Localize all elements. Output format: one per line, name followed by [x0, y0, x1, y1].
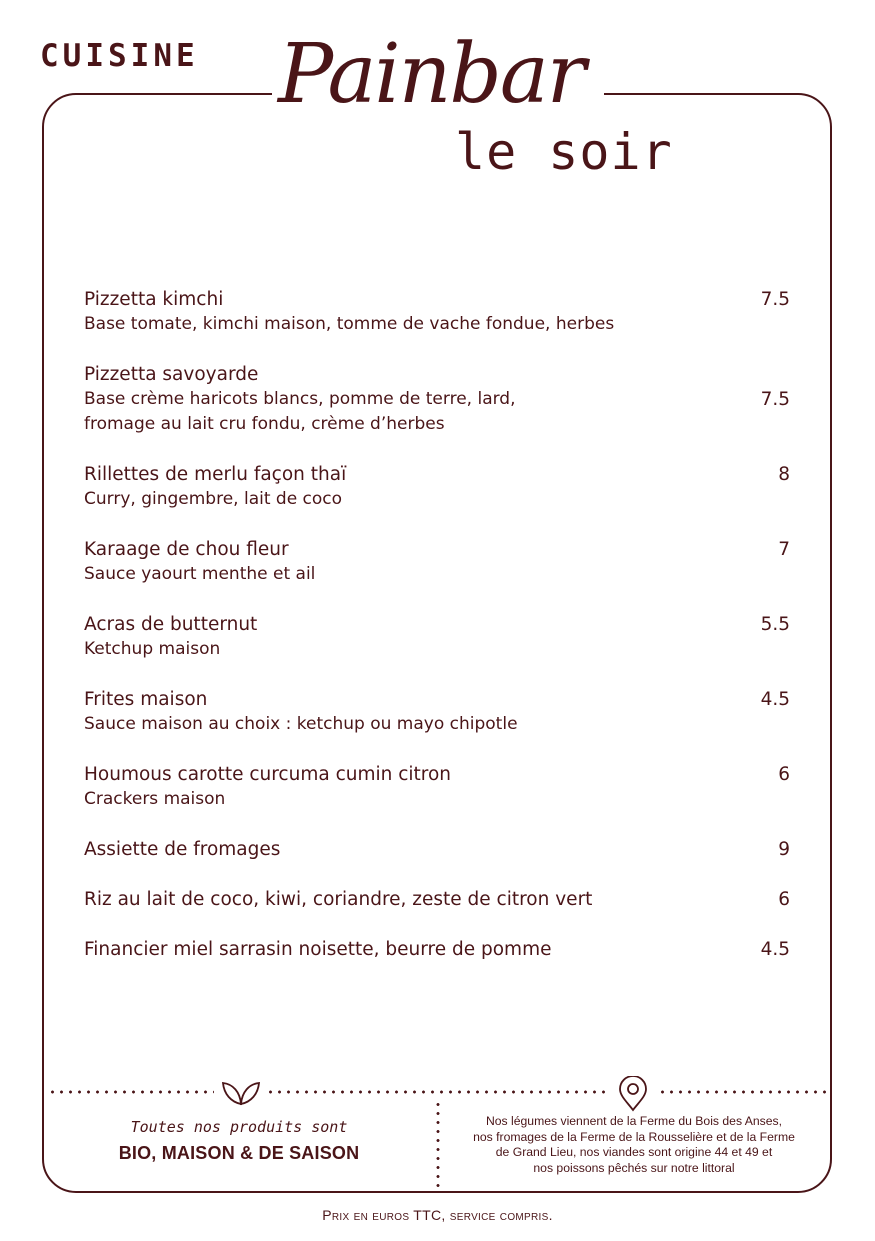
item-price: 5.5: [760, 614, 790, 635]
item-name: Riz au lait de coco, kiwi, coriandre, zeste de citron vert: [84, 889, 593, 910]
dotted-divider: [658, 1090, 828, 1094]
sourcing-line: Nos légumes viennent de la Ferme du Bois des Anses,: [485, 1114, 783, 1128]
map-pin-icon: [618, 1076, 648, 1112]
item-price: 4.5: [760, 689, 790, 710]
item-price: 9: [778, 839, 790, 860]
menu-item: [84, 887, 790, 912]
quality-highlight: BIO, MAISON & DE SAISON: [118, 1143, 360, 1163]
item-name: Frites maison: [84, 689, 208, 710]
dotted-vertical-divider: [436, 1100, 440, 1192]
item-name: Pizzetta savoyarde: [84, 364, 259, 385]
item-name: Karaage de chou fleur: [84, 539, 289, 560]
item-name: Pizzetta kimchi: [84, 289, 224, 310]
item-description: Curry, gingembre, lait de coco: [84, 489, 343, 509]
menu-item: [84, 687, 790, 737]
dotted-divider: [266, 1090, 608, 1094]
dotted-divider: [48, 1090, 214, 1094]
item-description: Base tomate, kimchi maison, tomme de vache fondue, herbes: [84, 314, 615, 334]
item-name: Assiette de fromages: [84, 839, 281, 860]
item-description: fromage au lait cru fondu, crème d’herbes: [84, 414, 445, 434]
menu-item: [84, 937, 790, 962]
section-label: CUISINE: [40, 38, 199, 74]
item-name: Financier miel sarrasin noisette, beurre de pomme: [84, 939, 552, 960]
leaf-icon: [221, 1080, 261, 1106]
item-description: Sauce maison au choix : ketchup ou mayo chipotle: [84, 714, 518, 734]
menu-item: [84, 762, 790, 812]
menu-item: [84, 612, 790, 662]
quality-tagline: Toutes nos produits sont: [130, 1118, 348, 1136]
item-description: Ketchup maison: [84, 639, 221, 659]
menu-item: [84, 362, 790, 437]
menu-subtitle: le soir: [455, 123, 673, 181]
pricing-note: Prix en euros TTC, service compris.: [322, 1207, 553, 1223]
menu-item: [84, 287, 790, 337]
item-price: 7.5: [760, 289, 790, 310]
sourcing-line: nos fromages de la Ferme de la Rousselière et de la Ferme: [473, 1129, 795, 1144]
item-name: Rillettes de merlu façon thaï: [84, 464, 347, 485]
menu-item: [84, 537, 790, 587]
item-price: 6: [778, 764, 790, 785]
sourcing-note: [448, 1114, 820, 1176]
sourcing-line: nos poissons pêchés sur notre littoral: [533, 1160, 735, 1175]
menu-item: [84, 837, 790, 862]
brand-logo: Painbar: [278, 27, 584, 122]
menu-item: [84, 462, 790, 512]
item-description: Sauce yaourt menthe et ail: [84, 564, 316, 584]
item-name: Houmous carotte curcuma cumin citron: [84, 764, 452, 785]
item-price: 6: [778, 889, 790, 910]
item-description: Base crème haricots blancs, pomme de terre, lard,: [84, 389, 516, 409]
item-name: Acras de butternut: [84, 614, 258, 635]
item-price: 7: [778, 539, 790, 560]
item-price: 7.5: [760, 389, 790, 410]
sourcing-line: de Grand Lieu, nos viandes sont origine 44 et 49 et: [495, 1145, 773, 1159]
quality-statement: [84, 1116, 394, 1168]
item-price: 8: [778, 464, 790, 485]
item-description: Crackers maison: [84, 789, 226, 809]
item-price: 4.5: [760, 939, 790, 960]
